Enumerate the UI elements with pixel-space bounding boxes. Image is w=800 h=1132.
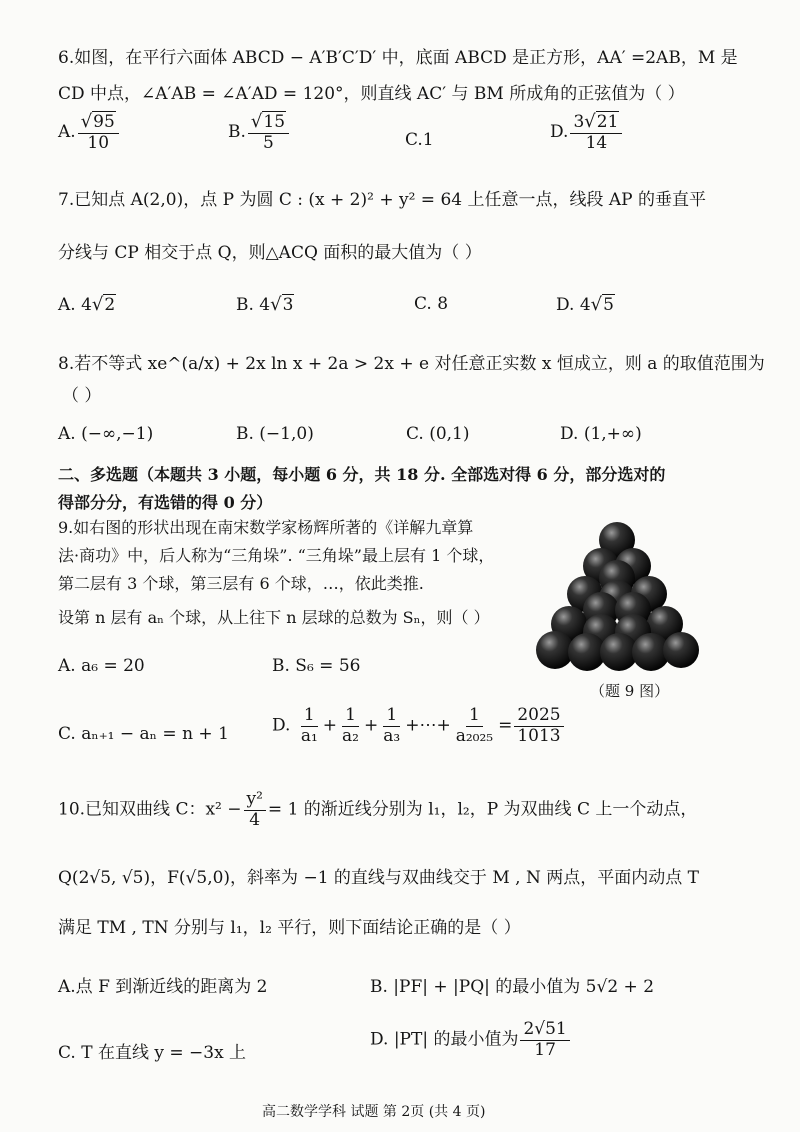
q10-d-fraction — [520, 1020, 569, 1060]
q6-option-a — [58, 112, 121, 153]
q9-d-result-den: 1013 — [517, 725, 561, 746]
q9-stem-line-3: 第二层有 3 个球，第三层有 6 个球，…，依此类推. — [58, 574, 424, 593]
q6-d-den: 14 — [585, 132, 608, 153]
q8-stem-line-1: 8.若不等式 xe^(a/x) + 2x ln x + 2a > 2x + e 对任意正实数 x 恒成立，则 a 的取值范围为 — [58, 354, 765, 374]
q6-option-d — [550, 112, 624, 153]
q9-d-term-n-den: a₂₀₂₅ — [455, 725, 494, 746]
q10-stem-frac-den: 4 — [249, 809, 261, 830]
q10-stem-fraction — [244, 790, 266, 830]
q10-option-b: B. |PF| + |PQ| 的最小值为 5√2 + 2 — [370, 977, 655, 997]
q9-stem-line-1: 9.如右图的形状出现在南宋数学家杨辉所著的《详解九章算 — [58, 518, 474, 537]
q9-d-term-n — [453, 706, 496, 746]
q6-a-num: 95 — [93, 112, 115, 132]
q10-d-den: 17 — [534, 1039, 556, 1060]
q7-stem-line-1: 7.已知点 A(2,0)，点 P 为圆 C : (x + 2)² + y² = 64 上任意一点，线段 AP 的垂直平 — [58, 190, 707, 210]
q7-b-label: B. 4 — [236, 295, 271, 315]
q7-a-label: A. 4 — [58, 295, 92, 315]
q7-d-rad: 5 — [603, 295, 614, 315]
q7-d-label: D. 4 — [556, 295, 591, 315]
q10-stem-frac-num: y² — [244, 790, 266, 811]
q9-ball-pile-figure — [535, 520, 700, 690]
q9-option-b: B. S₆ = 56 — [272, 656, 361, 676]
q8-option-a: A. (−∞,−1) — [58, 424, 154, 444]
q9-d-term-1-num: 1 — [301, 706, 318, 727]
q10-option-d — [370, 1020, 572, 1060]
q9-d-term-3 — [380, 706, 403, 746]
q6-a-label: A. — [58, 122, 76, 143]
q6-b-label: B. — [228, 122, 246, 143]
q9-d-term-2-den: a₂ — [342, 725, 359, 746]
q10-option-a: A.点 F 到渐近线的距离为 2 — [58, 977, 268, 997]
q6-d-fraction: $\frac{3√21}{14}$ — [570, 112, 622, 153]
q8-option-c: C. (0,1) — [406, 424, 470, 444]
q8-option-d: D. (1,+∞) — [560, 424, 642, 444]
q9-figure-caption: （题 9 图） — [590, 682, 670, 700]
q7-option-b: B. 4√3 — [236, 294, 294, 315]
q7-option-c: C. 8 — [414, 294, 449, 314]
q6-stem-line-1: 6.如图，在平行六面体 ABCD − A′B′C′D′ 中，底面 ABCD 是正方形，AA′ =2AB，M 是 — [58, 48, 738, 68]
q9-stem-line-4: 设第 n 层有 aₙ 个球，从上往下 n 层球的总数为 Sₙ，则（ ） — [58, 608, 490, 627]
q9-d-result — [514, 706, 563, 746]
q8-option-b: B. (−1,0) — [236, 424, 314, 444]
q9-d-label: D. — [272, 715, 291, 736]
q9-option-c: C. aₙ₊₁ − aₙ = n + 1 — [58, 724, 229, 744]
q9-d-term-n-num: 1 — [466, 706, 483, 727]
q7-option-a: A. 4√2 — [58, 294, 116, 315]
section2-title-line-2: 得部分分，有选错的得 0 分） — [58, 493, 273, 512]
q6-option-b — [228, 112, 291, 153]
q6-a-fraction: $\frac{√95}{10}$ — [78, 112, 119, 153]
q10-stem-1a: 10.已知双曲线 C：x² − — [58, 799, 242, 820]
q9-d-term-3-num: 1 — [383, 706, 400, 727]
q10-stem-line-1 — [58, 790, 697, 830]
q9-option-a: A. a₆ = 20 — [58, 656, 145, 676]
q10-stem-line-3: 满足 TM , TN 分别与 l₁，l₂ 平行，则下面结论正确的是（ ） — [58, 918, 521, 938]
q6-option-c: C.1 — [405, 130, 434, 150]
section2-title-line-1: 二、多选题（本题共 3 小题，每小题 6 分，共 18 分. 全部选对得 6 分，部分选对的 — [58, 465, 666, 484]
q10-stem-1b: = 1 的渐近线分别为 l₁，l₂，P 为双曲线 C 上一个动点， — [267, 799, 698, 820]
q6-b-num: 15 — [263, 112, 286, 132]
q8-stem-line-2: （ ） — [62, 386, 102, 406]
q10-d-num: 2√51 — [520, 1020, 569, 1041]
q6-b-den: 5 — [263, 132, 274, 153]
q9-d-term-2 — [339, 706, 362, 746]
q9-d-term-1-den: a₁ — [300, 725, 318, 746]
q10-d-label: D. |PT| 的最小值为 — [370, 1029, 519, 1050]
q9-option-d: D. $\frac{1}{\text{a₁}}$ + $\frac{1}{\text{a₂}}$ + $\frac{1}{\text{a₃}}$ +⋯+ $\frac{1}{\text{a₂₀₂₅}}$ = $\frac{2025}{1013}$ — [272, 706, 566, 746]
page-footer: 高二数学学科 试题 第 2页 (共 4 页) — [262, 1104, 486, 1120]
q6-a-den: 10 — [87, 132, 110, 153]
q6-d-num: 21 — [596, 112, 619, 132]
q9-d-term-3-den: a₃ — [383, 725, 401, 746]
q6-stem-line-2: CD 中点，∠A′AB = ∠A′AD = 120°，则直线 AC′ 与 BM 所成角的正弦值为（ ） — [58, 84, 685, 104]
q10-option-c: C. T 在直线 y = −3x 上 — [58, 1043, 247, 1063]
q6-b-fraction: $\frac{√15}{5}$ — [248, 112, 289, 153]
q9-stem-line-2: 法·商功》中，后人称为“三角垛”. “三角垛”最上层有 1 个球， — [58, 546, 495, 565]
q6-d-label: D. — [550, 122, 569, 143]
q7-stem-line-2: 分线与 CP 相交于点 Q，则△ACQ 面积的最大值为（ ） — [58, 243, 482, 263]
q6-d-coef: 3 — [573, 112, 585, 132]
q9-d-term-1 — [298, 706, 321, 746]
q7-option-d: D. 4√5 — [556, 294, 614, 315]
q7-a-rad: 2 — [104, 295, 116, 315]
q7-b-rad: 3 — [282, 295, 294, 315]
q10-stem-line-2: Q(2√5, √5)，F(√5,0)，斜率为 −1 的直线与双曲线交于 M , N 两点，平面内动点 T — [58, 868, 699, 888]
q9-d-result-num: 2025 — [514, 706, 563, 727]
q9-d-term-2-num: 1 — [342, 706, 359, 727]
